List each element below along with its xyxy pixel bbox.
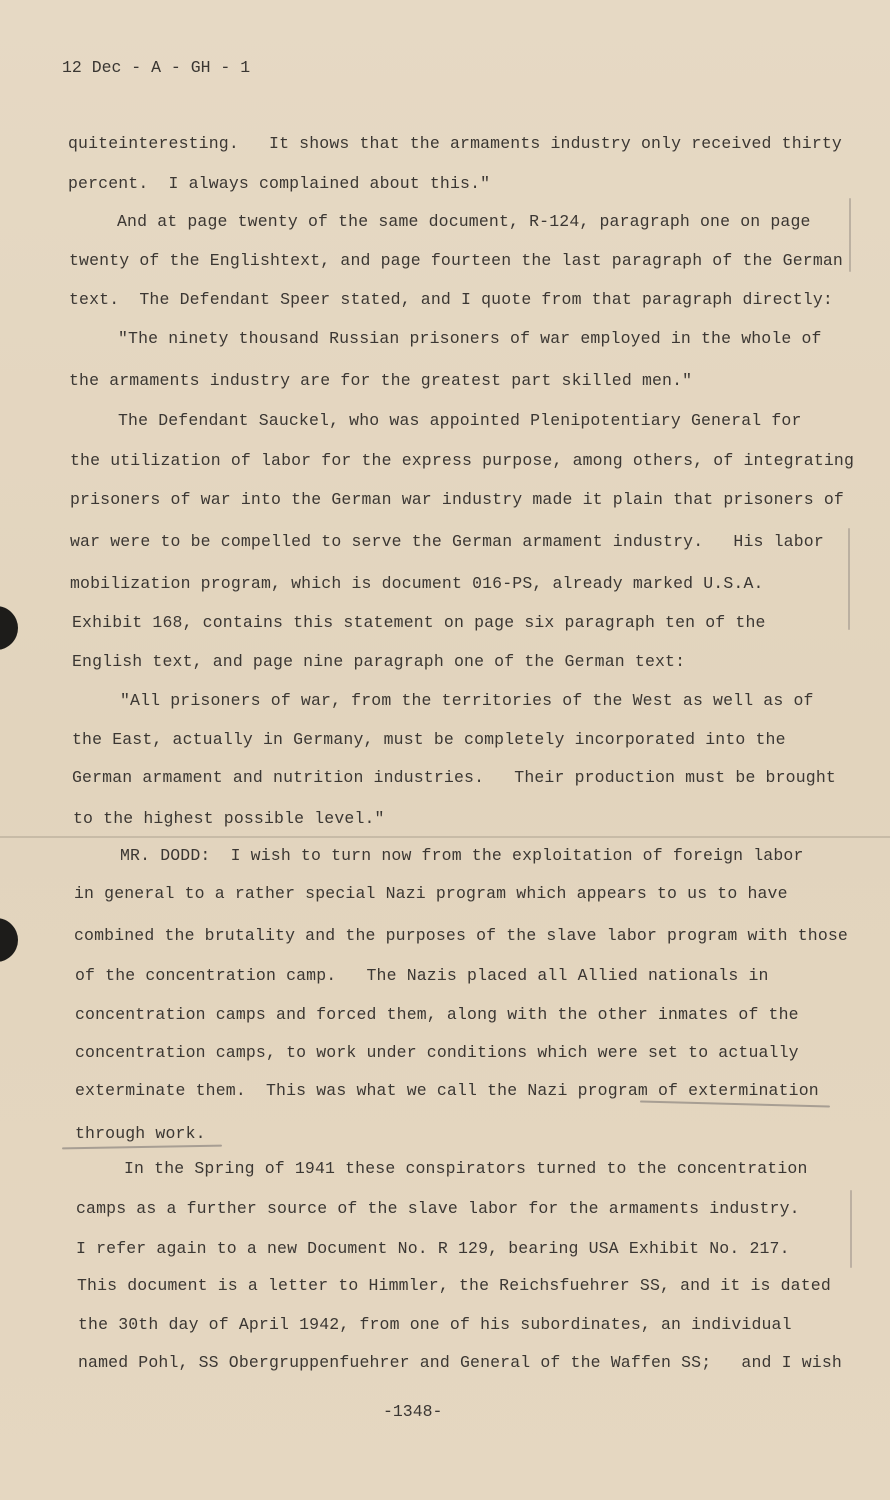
text-line: named Pohl, SS Obergruppenfuehrer and General of the Waffen SS; and I wish [78,1353,842,1372]
quote-line: "The ninety thousand Russian prisoners of war employed in the whole of [118,329,822,348]
text-line: quiteinteresting. It shows that the armaments industry only received thirty [68,134,842,153]
pencil-underline [640,1101,830,1108]
quote-line: the armaments industry are for the greatest part skilled men." [69,371,693,390]
text-line: mobilization program, which is document 016-PS, already marked U.S.A. [70,574,764,593]
text-line: In the Spring of 1941 these conspirators turned to the concentration [124,1159,808,1178]
text-line: This document is a letter to Himmler, the Reichsfuehrer SS, and it is dated [77,1276,831,1295]
text-line: exterminate them. This was what we call the Nazi program of extermination [75,1081,819,1100]
text-line: concentration camps, to work under conditions which were set to actually [75,1043,799,1062]
text-line: The Defendant Sauckel, who was appointed Plenipotentiary General for [118,411,802,430]
text-line: twenty of the Englishtext, and page fourteen the last paragraph of the German [69,251,843,270]
text-line: percent. I always complained about this." [68,174,491,193]
quote-line: "All prisoners of war, from the territories of the West as well as of [120,691,814,710]
text-line: concentration camps and forced them, along with the other inmates of the [75,1005,799,1024]
document-header: 12 Dec - A - GH - 1 [62,58,251,77]
text-line: the 30th day of April 1942, from one of his subordinates, an individual [78,1315,792,1334]
text-line: English text, and page nine paragraph one of the German text: [72,652,686,671]
text-line: through work. [75,1124,206,1143]
binder-hole-top [0,606,18,650]
text-line: camps as a further source of the slave labor for the armaments industry. [76,1199,800,1218]
quote-line: German armament and nutrition industries. Their production must be brought [72,768,836,787]
margin-pencil-mark-3 [850,1190,852,1268]
text-line: war were to be compelled to serve the German armament industry. His labor [70,532,824,551]
text-line: in general to a rather special Nazi program which appears to us to have [74,884,788,903]
page-number: -1348- [383,1402,443,1421]
text-line: MR. DODD: I wish to turn now from the exploitation of foreign labor [120,846,804,865]
page-fold-crease [0,836,890,838]
margin-pencil-mark-1 [849,198,851,272]
margin-pencil-mark-2 [848,528,850,630]
quote-line: to the highest possible level." [73,809,385,828]
text-line: prisoners of war into the German war industry made it plain that prisoners of [70,490,844,509]
text-line: Exhibit 168, contains this statement on page six paragraph ten of the [72,613,766,632]
text-line: combined the brutality and the purposes of the slave labor program with those [74,926,848,945]
quote-line: the East, actually in Germany, must be completely incorporated into the [72,730,786,749]
text-line: of the concentration camp. The Nazis placed all Allied nationals in [75,966,769,985]
pencil-underline [62,1145,222,1150]
text-line: I refer again to a new Document No. R 129, bearing USA Exhibit No. 217. [76,1239,790,1258]
text-line: And at page twenty of the same document, R-124, paragraph one on page [117,212,811,231]
text-line: text. The Defendant Speer stated, and I quote from that paragraph directly: [69,290,833,309]
binder-hole-bottom [0,918,18,962]
text-line: the utilization of labor for the express purpose, among others, of integrating [70,451,855,470]
